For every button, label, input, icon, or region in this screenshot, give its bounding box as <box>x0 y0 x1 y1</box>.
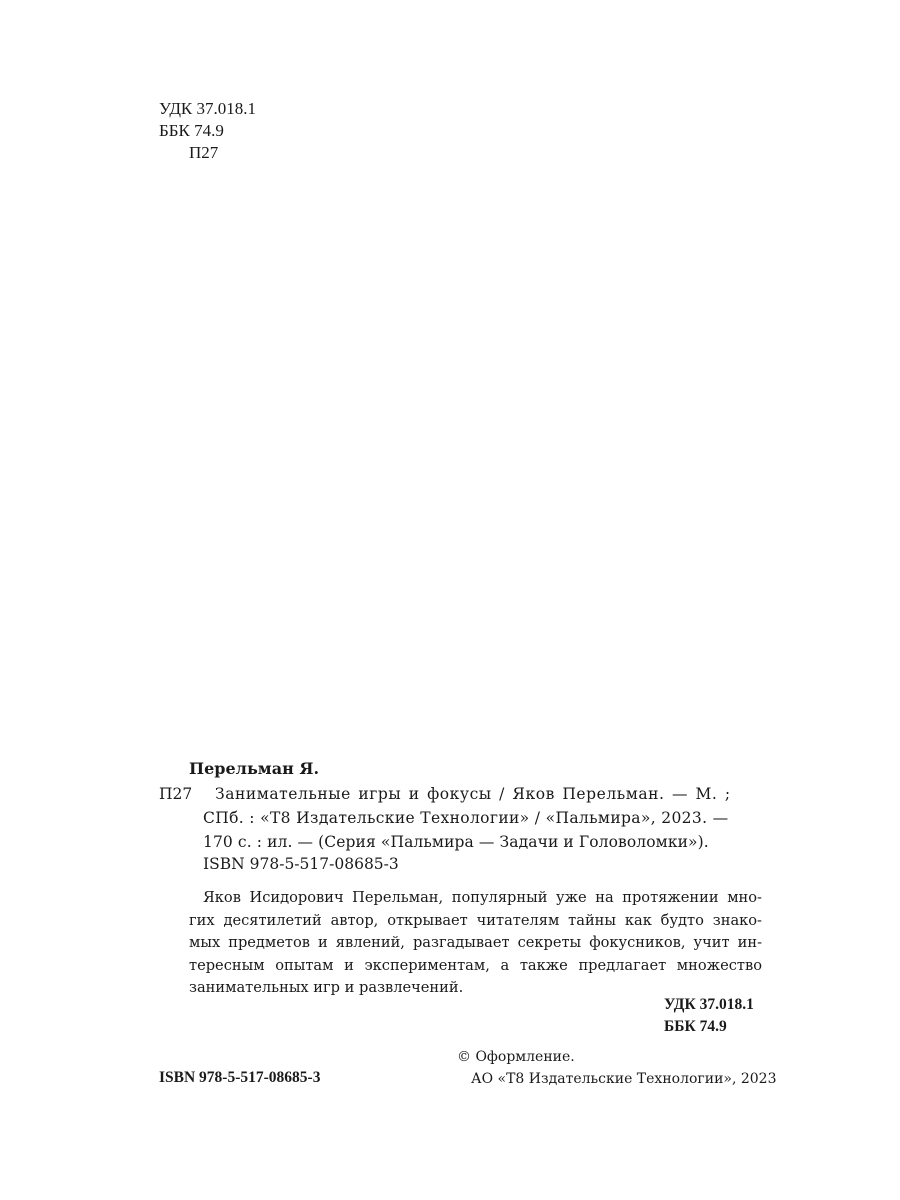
record-line-1: Занимательные игры и фокусы / Яков Перельман. — М. ; <box>215 785 731 803</box>
annotation-line-2: гих десятилетий автор, открывает читателям тайны как будто знако- <box>189 911 762 929</box>
annotation-line-1: Яков Исидорович Перельман, популярный уже на протяжении мно- <box>203 889 762 906</box>
annotation-line-4: тересным опытам и экспериментам, а также предлагает множество <box>189 956 762 974</box>
udk-code-bottom: УДК 37.018.1 <box>664 996 754 1013</box>
bibliographic-description <box>189 782 762 854</box>
udk-code: УДК 37.018.1 <box>159 99 257 118</box>
copyright-line-1: © Оформление. <box>457 1049 575 1065</box>
record-author: Перельман Я. <box>189 759 320 778</box>
record-author-mark: П27 <box>159 785 193 803</box>
annotation-paragraph <box>189 887 762 1000</box>
record-isbn: ISBN 978-5-517-08685-3 <box>203 855 399 873</box>
copyright-notice <box>457 1046 777 1090</box>
annotation-line-3: мых предметов и явлений, разгадывает секреты фокусников, учит ин- <box>189 934 762 951</box>
record-line-2: СПб. : «Т8 Издательские Технологии» / «Пальмира», 2023. — <box>203 809 729 827</box>
classification-codes-top <box>159 98 256 164</box>
record-line-3: 170 с. : ил. — (Серия «Пальмира — Задачи и Головоломки»). <box>203 833 709 851</box>
annotation-line-5: занимательных игр и развлечений. <box>189 979 464 996</box>
author-mark: П27 <box>189 143 219 162</box>
isbn-footer: ISBN 978-5-517-08685-3 <box>159 1069 321 1086</box>
classification-codes-bottom <box>664 994 754 1038</box>
bbk-code: ББК 74.9 <box>159 121 224 140</box>
bbk-code-bottom: ББК 74.9 <box>664 1018 727 1035</box>
copyright-line-2: АО «Т8 Издательские Технологии», 2023 <box>471 1071 777 1087</box>
